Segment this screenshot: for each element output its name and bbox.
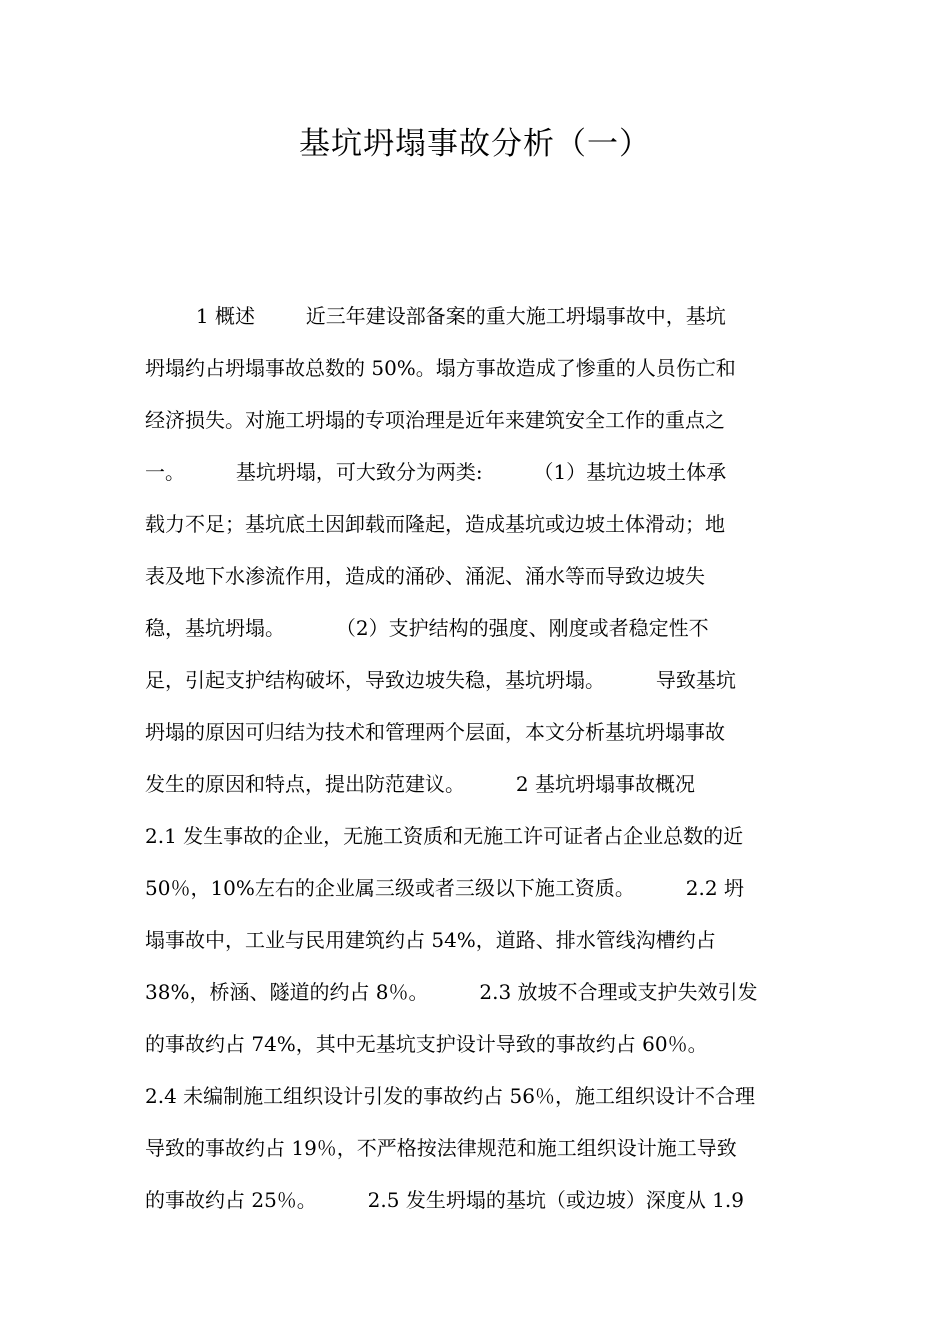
body-line: 2.1 发生事故的企业，无施工资质和无施工许可证者占企业总数的近 [145,824,744,848]
body-line: 表及地下水渗流作用，造成的涌砂、涌泥、涌水等而导致边坡失 [145,564,705,588]
body-line: 的事故约占 25％。 2.5 发生坍塌的基坑（或边坡）深度从 1.9 [145,1188,744,1212]
body-line: 足，引起支护结构破坏，导致边坡失稳，基坑坍塌。 导致基坑 [145,668,736,692]
document-body [145,290,825,1226]
body-line: 一。 基坑坍塌，可大致分为两类: （1）基坑边坡土体承 [145,460,727,484]
body-line: 导致的事故约占 19％，不严格按法律规范和施工组织设计施工导致 [145,1136,737,1160]
body-line: 1 概述 近三年建设部备案的重大施工坍塌事故中，基坑 [145,304,726,328]
body-line: 塌事故中，工业与民用建筑约占 54%，道路、排水管线沟槽约占 [145,928,716,952]
body-line: 稳，基坑坍塌。 （2）支护结构的强度、刚度或者稳定性不 [145,616,709,640]
body-line: 经济损失。对施工坍塌的专项治理是近年来建筑安全工作的重点之 [145,408,725,432]
body-line: 发生的原因和特点，提出防范建议。 2 基坑坍塌事故概况 [145,772,695,796]
document-title: 基坑坍塌事故分析（一） [299,126,651,162]
body-line: 50％，10%左右的企业属三级或者三级以下施工资质。 2.2 坍 [145,876,744,900]
body-line: 载力不足；基坑底土因卸载而隆起，造成基坑或边坡土体滑动；地 [145,512,725,536]
body-line: 38%，桥涵、隧道的约占 8％。 2.3 放坡不合理或支护失效引发 [145,980,758,1004]
body-line: 的事故约占 74%，其中无基坑支护设计导致的事故约占 60％。 [145,1032,708,1056]
body-line: 坍塌约占坍塌事故总数的 50%。塌方事故造成了惨重的人员伤亡和 [145,356,736,380]
body-line: 坍塌的原因可归结为技术和管理两个层面，本文分析基坑坍塌事故 [145,720,725,744]
body-line: 2.4 未编制施工组织设计引发的事故约占 56％，施工组织设计不合理 [145,1084,755,1108]
